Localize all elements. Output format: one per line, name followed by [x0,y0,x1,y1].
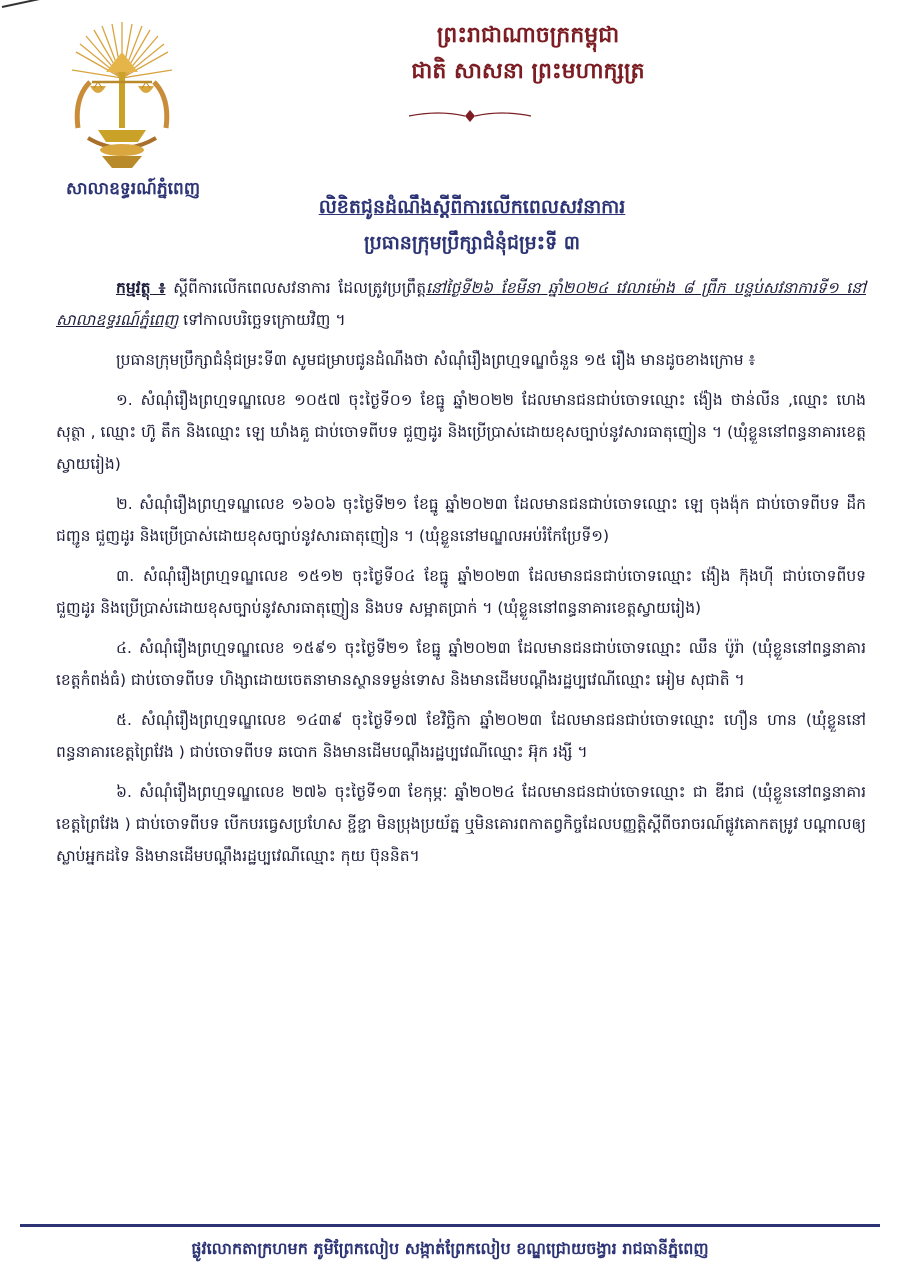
case-item: ៤. សំណុំរឿងព្រហ្មទណ្ឌលេខ ១៥៩១ ចុះថ្ងៃទី២១ ខែធ្នូ ឆ្នាំ២០២៣ ដែលមានជនជាប់ចោទឈ្មោះ ឈឹន ប៉ូរ៉ា (ឃុំខ្លួននៅពន្ធនាគារខេត្តកំពង់ធំ) ជាប់ចោទពីបទ ហិង្សាដោយចេតនាមានស្ថានទម្ងន់ទោស និងមានដើមបណ្តឹងរដ្ឋប្បវេណីឈ្មោះ អៀម សុជាតិ ។ [56,639,866,689]
case-item: ១. សំណុំរឿងព្រហ្មទណ្ឌលេខ ១០៥៧ ចុះថ្ងៃទី០១ ខែធ្នូ ឆ្នាំ២០២២ ដែលមានជនជាប់ចោទឈ្មោះ ង៉ៀង ថាន់លីន ,ឈ្មោះ ហេង សុត្ថា , ឈ្មោះ ហ៊ូ តឹក និងឈ្មោះ ឡេ ឃាំងគួ ជាប់ចោទពីបទ ជួញដូរ និងប្រើប្រាស់ដោយខុសច្បាប់នូវសារធាតុញៀន ។ (ឃុំខ្លួននៅពន្ធនាគារខេត្តស្វាយរៀង) [56,391,866,473]
notice-title: លិខិតជូនដំណឹងស្តីពីការលើកពេលសវនាការ [318,196,626,218]
case-item: ៥. សំណុំរឿងព្រហ្មទណ្ឌលេខ ១៤៣៩ ចុះថ្ងៃទី១៧ ខែវិច្ឆិកា ឆ្នាំ២០២៣ ដែលមានជនជាប់ចោទឈ្មោះ ហឿន ហាន (ឃុំខ្លួននៅពន្ធនាគារខេត្តព្រៃវែង ) ជាប់ចោទពីបទ ឆបោក និងមានដើមបណ្តឹងរដ្ឋប្បវេណីឈ្មោះ អ៊ុក រង្សី ។ [56,711,866,761]
chamber-title: ប្រធានក្រុមប្រឹក្សាជំនុំជម្រះទី ៣ [363,232,580,254]
subject-text: ស្តីពីការលើកពេលសវនាការ ដែលត្រូវប្រព្រឹត្ត [165,279,427,297]
subject-label: កម្មវត្ថុ ៖ [116,279,166,297]
footer-divider [20,1224,880,1227]
royal-emblem-icon [68,18,176,170]
court-name: សាលាឧទ្ធរណ៍ភ្នំពេញ [65,179,201,199]
intro-paragraph: ប្រធានក្រុមប្រឹក្សាជំនុំជម្រះទី៣ សូមជម្រាបជូនដំណឹងថា សំណុំរឿងព្រហ្មទណ្ឌចំនួន ១៥ រឿង មានដូចខាងក្រោម ៖ [116,351,756,369]
kingdom-header [318,20,738,88]
national-motto: ជាតិ សាសនា ព្រះមហាក្សត្រ [411,58,645,84]
document-title [232,192,712,258]
document-body [56,272,866,880]
case-item: ២. សំណុំរឿងព្រហ្មទណ្ឌលេខ ១៦០៦ ចុះថ្ងៃទី២១ ខែធ្នូ ឆ្នាំ២០២៣ ដែលមានជនជាប់ចោទឈ្មោះ ឡេ ចុងង៉ុក ជាប់ចោទពីបទ ដឹកជញ្ជូន ជួញដូរ និងប្រើប្រាស់ដោយខុសច្បាប់នូវសារធាតុញៀន ។ (ឃុំខ្លួននៅមណ្ឌលអប់រំកែប្រែទី១) [56,495,866,545]
decorative-divider-icon [405,108,535,124]
case-item: ៣. សំណុំរឿងព្រហ្មទណ្ឌលេខ ១៥១២ ចុះថ្ងៃទី០៤ ខែធ្នូ ឆ្នាំ២០២៣ ដែលមានជនជាប់ចោទឈ្មោះ ង៉ៀង ក៊ុងហ៊ី ជាប់ចោទពីបទ ជួញដូរ និងប្រើប្រាស់ដោយខុសច្បាប់នូវសារធាតុញៀន និងបទ សម្អាតប្រាក់ ។ (ឃុំខ្លួននៅពន្ធនាគារខេត្តស្វាយរៀង) [56,567,866,617]
subject-tail: ទៅកាលបរិច្ឆេទក្រោយវិញ ។ [178,311,346,329]
court-address: ផ្លូវលោកតាក្រហមក ភូមិព្រែកលៀប សង្កាត់ព្រែកលៀប ខណ្ឌជ្រោយចង្វារ រាជធានីភ្នំពេញ [191,1239,709,1258]
kingdom-title: ព្រះរាជាណាចក្រកម្ពុជា [436,22,620,48]
case-item: ៦. សំណុំរឿងព្រហ្មទណ្ឌលេខ ២៧៦ ចុះថ្ងៃទី១៣ ខែកុម្ភៈ ឆ្នាំ២០២៤ ដែលមានជនជាប់ចោទឈ្មោះ ជា ឌីរាជ (ឃុំខ្លួននៅពន្ធនាគារខេត្តព្រៃវែង ) ជាប់ចោទពីបទ បើកបរធ្វេសប្រហែស ខ្ជីខ្ជា មិនប្រុងប្រយ័ត្ន ឬមិនគោរពកាតព្វកិច្ចដែលបញ្ញត្តិស្តីពីចរាចរណ៍ផ្លូវគោកតម្រូវ បណ្តាលឲ្យស្លាប់អ្នកដទៃ និងមានដើមបណ្តឹងរដ្ឋប្បវេណីឈ្មោះ កុយ ប៊ុននិត។ [56,783,866,865]
subject-paragraph [56,272,866,336]
corner-mark [2,0,43,8]
hearing-date-text: នៅថ្ងៃទី២៦ ខែមីនា ឆ្នាំ២០២៤ វេលាម៉ោង ៨ ព្រឹក បន្ទប់សវនាការទី១ នៅសាលាឧទ្ធរណ៍ភ្នំពេញ [56,279,866,329]
